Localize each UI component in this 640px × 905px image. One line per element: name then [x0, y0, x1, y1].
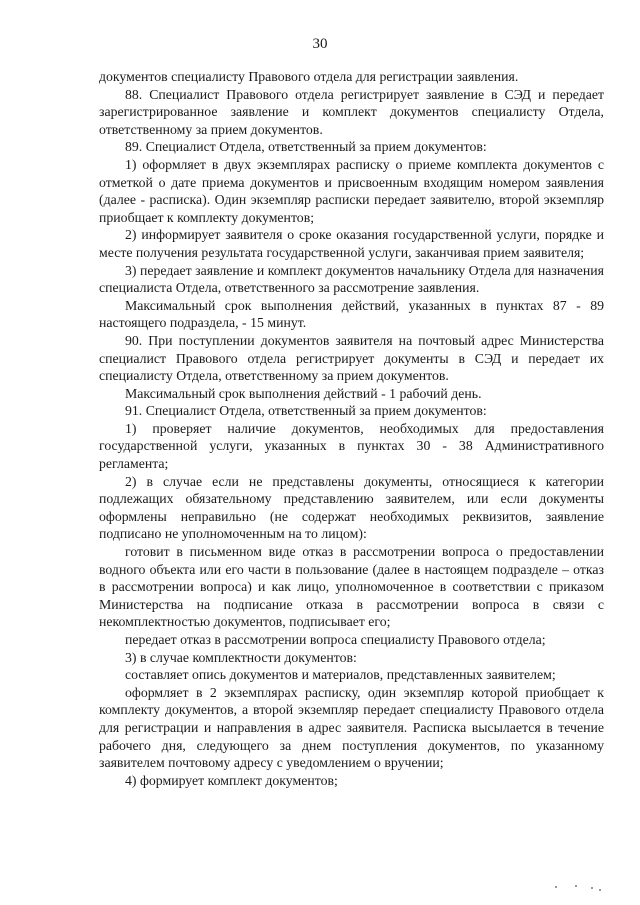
list-item: 2) информирует заявителя о сроке оказания государственной услуги, порядке и месте получения результата государственной услуги, заканчивая прием заявителя; — [99, 227, 604, 260]
document-body — [99, 68, 604, 789]
list-item: 3) передает заявление и комплект документов начальнику Отдела для назначения специалиста Отдела, ответственного за рассмотрение заявления. — [99, 262, 604, 296]
paragraph: оформляет в 2 экземплярах расписку, один экземпляр которой приобщает к комплекту документов, а второй экземпляр передает специалисту Правового отдела для регистрации и направления в адрес заявителя. Расписка высылается в течение рабочего дня, следующего за днем поступления документов, по указанному заявителем почтовому адресу с уведомлением о вручении; — [99, 684, 604, 771]
list-item: 2) в случае если не представлены документы, относящиеся к категории подлежащих обязательному представлению заявителем, или если документы оформлены неправильно (не содержат необходимых реквизитов, заявление подписано не уполномоченным на то лицом): — [99, 473, 604, 542]
scan-specks — [555, 884, 605, 892]
paragraph: составляет опись документов и материалов, представленных заявителем; — [125, 667, 556, 683]
page-number: 30 — [312, 36, 328, 52]
list-item: 1) проверяет наличие документов, необходимых для предоставления государственной услуги, указанных в пунктах 30 - 38 Административного регламента; — [99, 420, 604, 472]
paragraph: передает отказ в рассмотрении вопроса специалисту Правового отдела; — [125, 632, 546, 647]
paragraph-88: 88. Специалист Правового отдела регистрирует заявление в СЭД и передает зарегистрированное заявление и комплект документов специалисту Отдела, ответственному за прием документов. — [99, 86, 604, 137]
paragraph: Максимальный срок выполнения действий, указанных в пунктах 87 - 89 настоящего подраздела, - 15 минут. — [99, 297, 604, 331]
paragraph: готовит в письменном виде отказ в рассмотрении вопроса о предоставлении водного объекта или его части в пользование (далее в настоящем подразделе – отказ в рассмотрении вопроса) и как лицо, уполномоченное в соответствии с приказом Министерства на подписание отказа в рассмотрении вопроса в связи с некомплектностью документов, подписывает его; — [99, 544, 604, 630]
list-item: 1) оформляет в двух экземплярах расписку о приеме комплекта документов с отметкой о дате приема документов и присвоенным входящим номером заявления (далее - расписка). Один экземпляр расписки передает заявителю, второй экземпляр приобщает к комплекту документов; — [99, 156, 604, 225]
list-item: 4) формирует комплект документов; — [125, 772, 338, 788]
paragraph-90: 90. При поступлении документов заявителя на почтовый адрес Министерства специалист Правового отдела регистрирует документы в СЭД и передает их специалисту Отдела, ответственному за прием документов. — [99, 332, 604, 384]
paragraph: документов специалисту Правового отдела для регистрации заявления. — [99, 69, 519, 84]
paragraph-91: 91. Специалист Отдела, ответственный за прием документов: — [125, 403, 487, 419]
list-item: 3) в случае комплектности документов: — [125, 649, 357, 665]
paragraph: Максимальный срок выполнения действий - 1 рабочий день. — [125, 385, 482, 401]
paragraph-89: 89. Специалист Отдела, ответственный за прием документов: — [125, 139, 487, 155]
